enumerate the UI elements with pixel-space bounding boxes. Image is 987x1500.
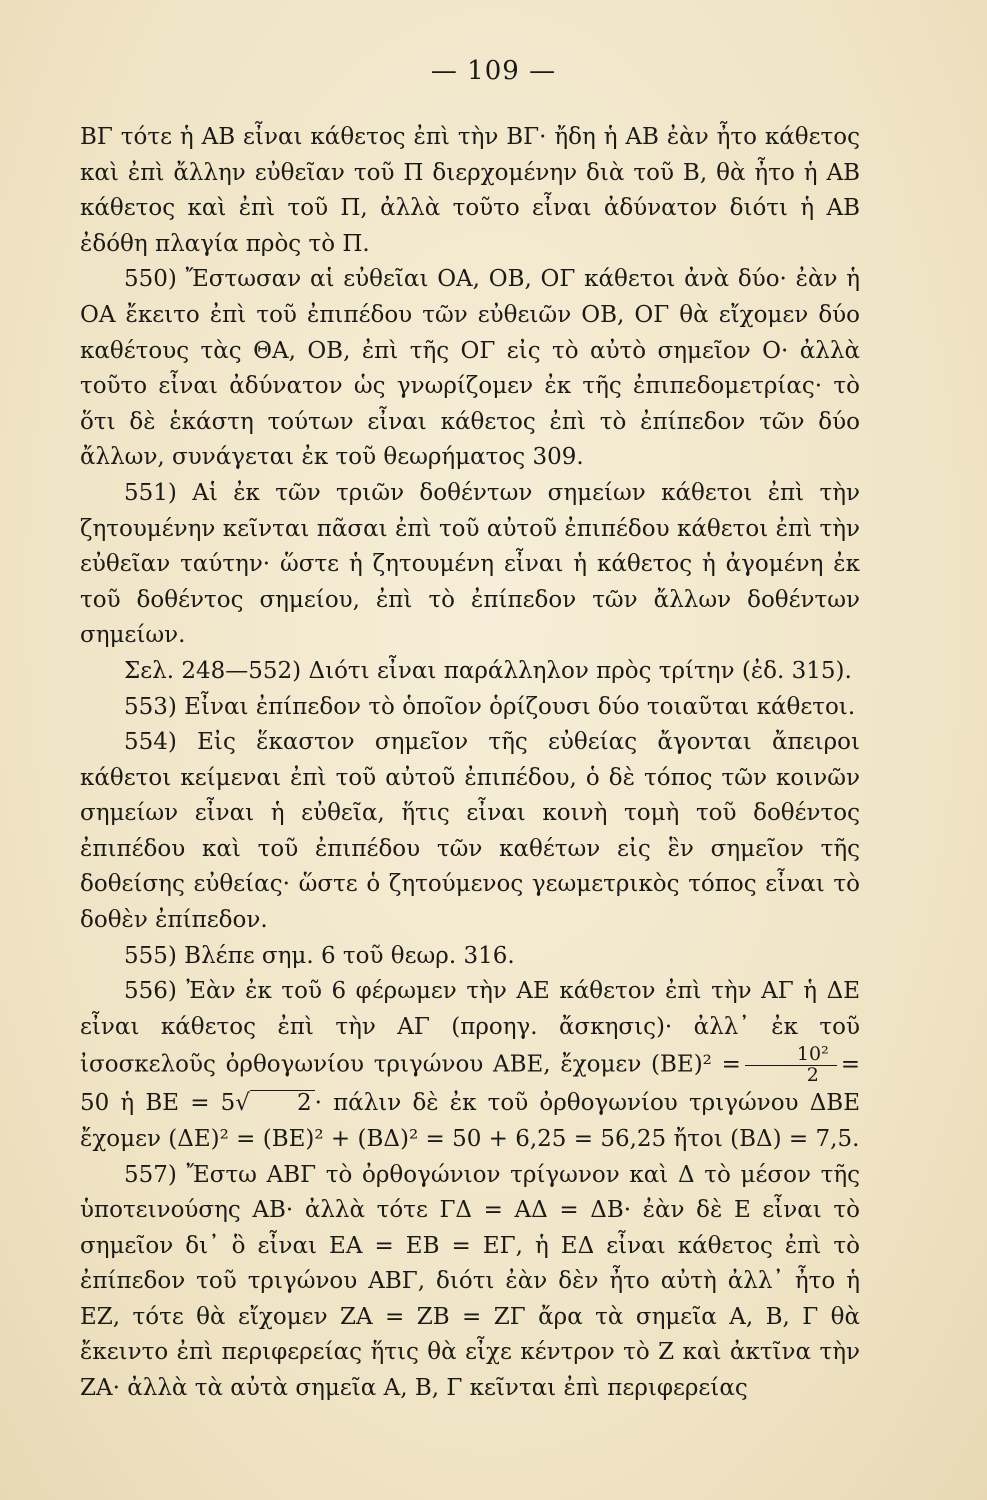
p556-text-2: = 50 ἡ ΒΕ = 5	[80, 1051, 860, 1117]
page-number: — 109 —	[430, 56, 557, 86]
sqrt-argument: 2	[250, 1090, 315, 1116]
body-text	[80, 120, 860, 1407]
fraction	[745, 1045, 837, 1086]
fraction-denominator: 2	[806, 1064, 819, 1087]
paragraph-553: 553) Εἶναι ἐπίπεδον τὸ ὁποῖον ὁρίζουσι δύο τοιαῦται κάθετοι.	[124, 693, 856, 720]
paragraph-continuation: ΒΓ τότε ἡ ΑΒ εἶναι κάθετος ἐπὶ τὴν ΒΓ· ἤδη ἡ ΑΒ ἐὰν ἦτο κάθετος καὶ ἐπὶ ἄλλην εὐθεῖαν τοῦ Π διερχομένην διὰ τοῦ Β, θὰ ἦτο ἡ ΑΒ κάθετος καὶ ἐπὶ τοῦ Π, ἀλλὰ τοῦτο εἶναι ἀδύνατον διότι ἡ ΑΒ ἐδόθη πλαγία πρὸς τὸ Π.	[80, 124, 860, 257]
sqrt-sign: √	[235, 1090, 250, 1117]
paragraph-555: 555) Βλέπε σημ. 6 τοῦ θεωρ. 316.	[124, 942, 515, 969]
p556-text-1: 556) Ἐὰν ἐκ τοῦ 6 φέρωμεν τὴν ΑΕ κάθετον ἐπὶ τὴν ΑΓ ἡ ΔΕ εἶναι κάθετος ἐπὶ τὴν ΑΓ (προηγ. ἄσκησις)· ἀλλ᾽ ἐκ τοῦ ἰσοσκελοῦς ὀρθογωνίου τριγώνου ΑΒΕ, ἔχομεν (ΒΕ)² =	[80, 978, 860, 1078]
paragraph-554: 554) Εἰς ἕκαστον σημεῖον τῆς εὐθείας ἄγονται ἄπειροι κάθετοι κείμεναι ἐπὶ τοῦ αὐτοῦ ἐπιπέδου, ὁ δὲ τόπος τῶν κοινῶν σημείων εἶναι ἡ εὐθεῖα, ἥτις εἶναι κοινὴ τομὴ τοῦ δοθέντος ἐπιπέδου καὶ τοῦ ἐπιπέδου τῶν καθέτων εἰς ἓν σημεῖον τῆς δοθείσης εὐθείας· ὥστε ὁ ζητούμενος γεωμετρικὸς τόπος εἶναι τὸ δοθὲν ἐπίπεδον.	[80, 729, 860, 934]
p556-text-3: · πάλιν δὲ ἐκ τοῦ ὀρθογωνίου τριγώνου ΔΒΕ ἔχομεν (ΔΕ)² = (ΒΕ)² + (ΒΔ)² = 50 + 6,25 = 56,25 ἤτοι (ΒΔ) = 7,5.	[80, 1090, 860, 1152]
paragraph-556	[80, 974, 860, 1157]
paragraph-552: Σελ. 248—552) Διότι εἶναι παράλληλον πρὸς τρίτην (ἐδ. 315).	[124, 657, 852, 684]
fraction-numerator: 10²	[745, 1045, 837, 1066]
paragraph-550: 550) Ἔστωσαν αἱ εὐθεῖαι ΟΑ, ΟΒ, ΟΓ κάθετοι ἀνὰ δύο· ἐὰν ἡ ΟΑ ἔκειτο ἐπὶ τοῦ ἐπιπέδου τῶν εὐθειῶν ΟΒ, ΟΓ θὰ εἴχομεν δύο καθέτους τὰς ΘΑ, ΟΒ, ἐπὶ τῆς ΟΓ εἰς τὸ αὐτὸ σημεῖον Ο· ἀλλὰ τοῦτο εἶναι ἀδύνατον ὡς γνωρίζομεν ἐκ τῆς ἐπιπεδομετρίας· τὸ ὅτι δὲ ἑκάστη τούτων εἶναι κάθετος ἐπὶ τὸ ἐπίπεδον τῶν δύο ἄλλων, συνάγεται ἐκ τοῦ θεωρήματος 309.	[80, 266, 860, 471]
paragraph-551: 551) Αἱ ἐκ τῶν τριῶν δοθέντων σημείων κάθετοι ἐπὶ τὴν ζητουμένην κεῖνται πᾶσαι ἐπὶ τοῦ αὐτοῦ ἐπιπέδου κάθετοι ἐπὶ τὴν εὐθεῖαν ταύτην· ὥστε ἡ ζητουμένη εἶναι ἡ κάθετος ἡ ἀγομένη ἐκ τοῦ δοθέντος σημείου, ἐπὶ τὸ ἐπίπεδον τῶν ἄλλων δοθέντων σημείων.	[80, 479, 860, 649]
paragraph-557: 557) Ἔστω ΑΒΓ τὸ ὀρθογώνιον τρίγωνον καὶ Δ τὸ μέσον τῆς ὑποτεινούσης ΑΒ· ἀλλὰ τότε ΓΔ = ΑΔ = ΔΒ· ἐὰν δὲ Ε εἶναι τὸ σημεῖον δι᾽ ὃ εἶναι ΕΑ = ΕΒ = ΕΓ, ἡ ΕΔ εἶναι κάθετος ἐπὶ τὸ ἐπίπεδον τοῦ τριγώνου ΑΒΓ, διότι ἐὰν δὲν ἦτο αὐτὴ ἀλλ᾽ ἦτο ἡ ΕΖ, τότε θὰ εἴχομεν ΖΑ = ΖΒ = ΖΓ ἄρα τὰ σημεῖα Α, Β, Γ θὰ ἔκειντο ἐπὶ περιφερείας ἥτις θὰ εἶχε κέντρον τὸ Ζ καὶ ἀκτῖνα τὴν ΖΑ· ἀλλὰ τὰ αὐτὰ σημεῖα Α, Β, Γ κεῖνται ἐπὶ περιφερείας	[80, 1161, 860, 1402]
